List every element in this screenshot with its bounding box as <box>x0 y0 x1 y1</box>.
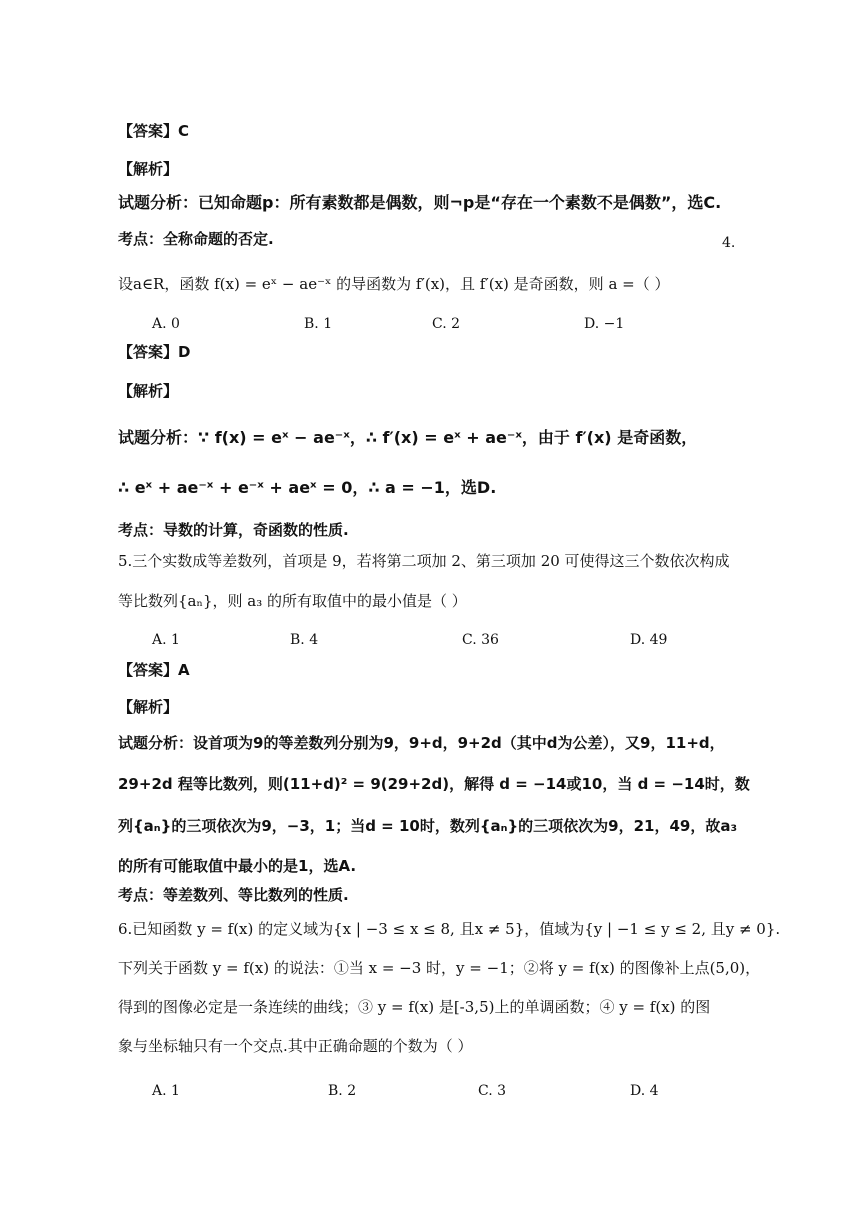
q6-option-b: B. 2 <box>328 1083 357 1099</box>
q5-option-a: A. 1 <box>152 632 180 648</box>
q5-point: 考点：等差数列、等比数列的性质. <box>118 886 349 904</box>
q5-stem-line-1: 5.三个实数成等差数列，首项是 9，若将第二项加 2、第三项加 20 可使得这三个数依次构成 <box>118 552 730 570</box>
q6-option-a: A. 1 <box>152 1083 180 1099</box>
q4-stem: 设a∈R，函数 f(x) = eˣ − ae⁻ˣ 的导函数为 f′(x)，且 f′(x) 是奇函数，则 a =（ ） <box>118 275 670 293</box>
q5-analysis-label: 【解析】 <box>118 698 179 716</box>
q6-stem-line-2: 下列关于函数 y = f(x) 的说法：①当 x = −3 时，y = −1；②将 y = f(x) 的图像补上点(5,0)， <box>118 959 761 977</box>
q5-stem-line-2: 等比数列{aₙ}，则 a₃ 的所有取值中的最小值是（ ） <box>118 592 467 610</box>
q3-analysis: 试题分析：已知命题p：所有素数都是偶数，则¬p是“存在一个素数不是偶数”，选C. <box>118 193 722 212</box>
q5-analysis-line-2: 29+2d 程等比数列，则(11+d)² = 9(29+2d)，解得 d = −14或10，当 d = −14时，数 <box>118 775 750 793</box>
q4-answer: 【答案】D <box>118 343 191 361</box>
q6-option-d: D. 4 <box>630 1083 659 1099</box>
q4-analysis-label: 【解析】 <box>118 382 179 400</box>
q4-analysis-line-1: 试题分析：∵ f(x) = eˣ − ae⁻ˣ，∴ f′(x) = eˣ + ae⁻ˣ，由于 f′(x) 是奇函数， <box>118 428 698 447</box>
q3-answer: 【答案】C <box>118 122 190 140</box>
q3-analysis-label: 【解析】 <box>118 160 179 178</box>
q4-option-a: A. 0 <box>152 316 180 332</box>
q5-option-d: D. 49 <box>630 632 668 648</box>
q4-point: 考点：导数的计算，奇函数的性质. <box>118 521 349 539</box>
q4-number: 4. <box>722 235 736 251</box>
q6-stem-line-1: 6.已知函数 y = f(x) 的定义域为{x | −3 ≤ x ≤ 8, 且x ≠ 5}，值域为{y | −1 ≤ y ≤ 2, 且y ≠ 0}. <box>118 920 781 938</box>
q5-option-c: C. 36 <box>462 632 499 648</box>
q3-point: 考点：全称命题的否定. <box>118 230 274 248</box>
q6-stem-line-4: 象与坐标轴只有一个交点.其中正确命题的个数为（ ） <box>118 1037 473 1055</box>
q4-analysis-line-2: ∴ eˣ + ae⁻ˣ + e⁻ˣ + aeˣ = 0，∴ a = −1，选D. <box>118 478 497 497</box>
q4-option-b: B. 1 <box>304 316 333 332</box>
q5-analysis-line-1: 试题分析：设首项为9的等差数列分别为9，9+d，9+2d（其中d为公差），又9，11+d， <box>118 734 725 752</box>
q4-option-d: D. −1 <box>584 316 625 332</box>
q5-analysis-line-4: 的所有可能取值中最小的是1，选A. <box>118 857 357 875</box>
q6-option-c: C. 3 <box>478 1083 507 1099</box>
q5-answer: 【答案】A <box>118 661 190 679</box>
q5-analysis-line-3: 列{aₙ}的三项依次为9，−3，1；当d = 10时，数列{aₙ}的三项依次为9，21，49，故a₃ <box>118 817 738 835</box>
q4-option-c: C. 2 <box>432 316 461 332</box>
q6-stem-line-3: 得到的图像必定是一条连续的曲线；③ y = f(x) 是[-3,5)上的单调函数；④ y = f(x) 的图 <box>118 998 711 1016</box>
q5-option-b: B. 4 <box>290 632 319 648</box>
